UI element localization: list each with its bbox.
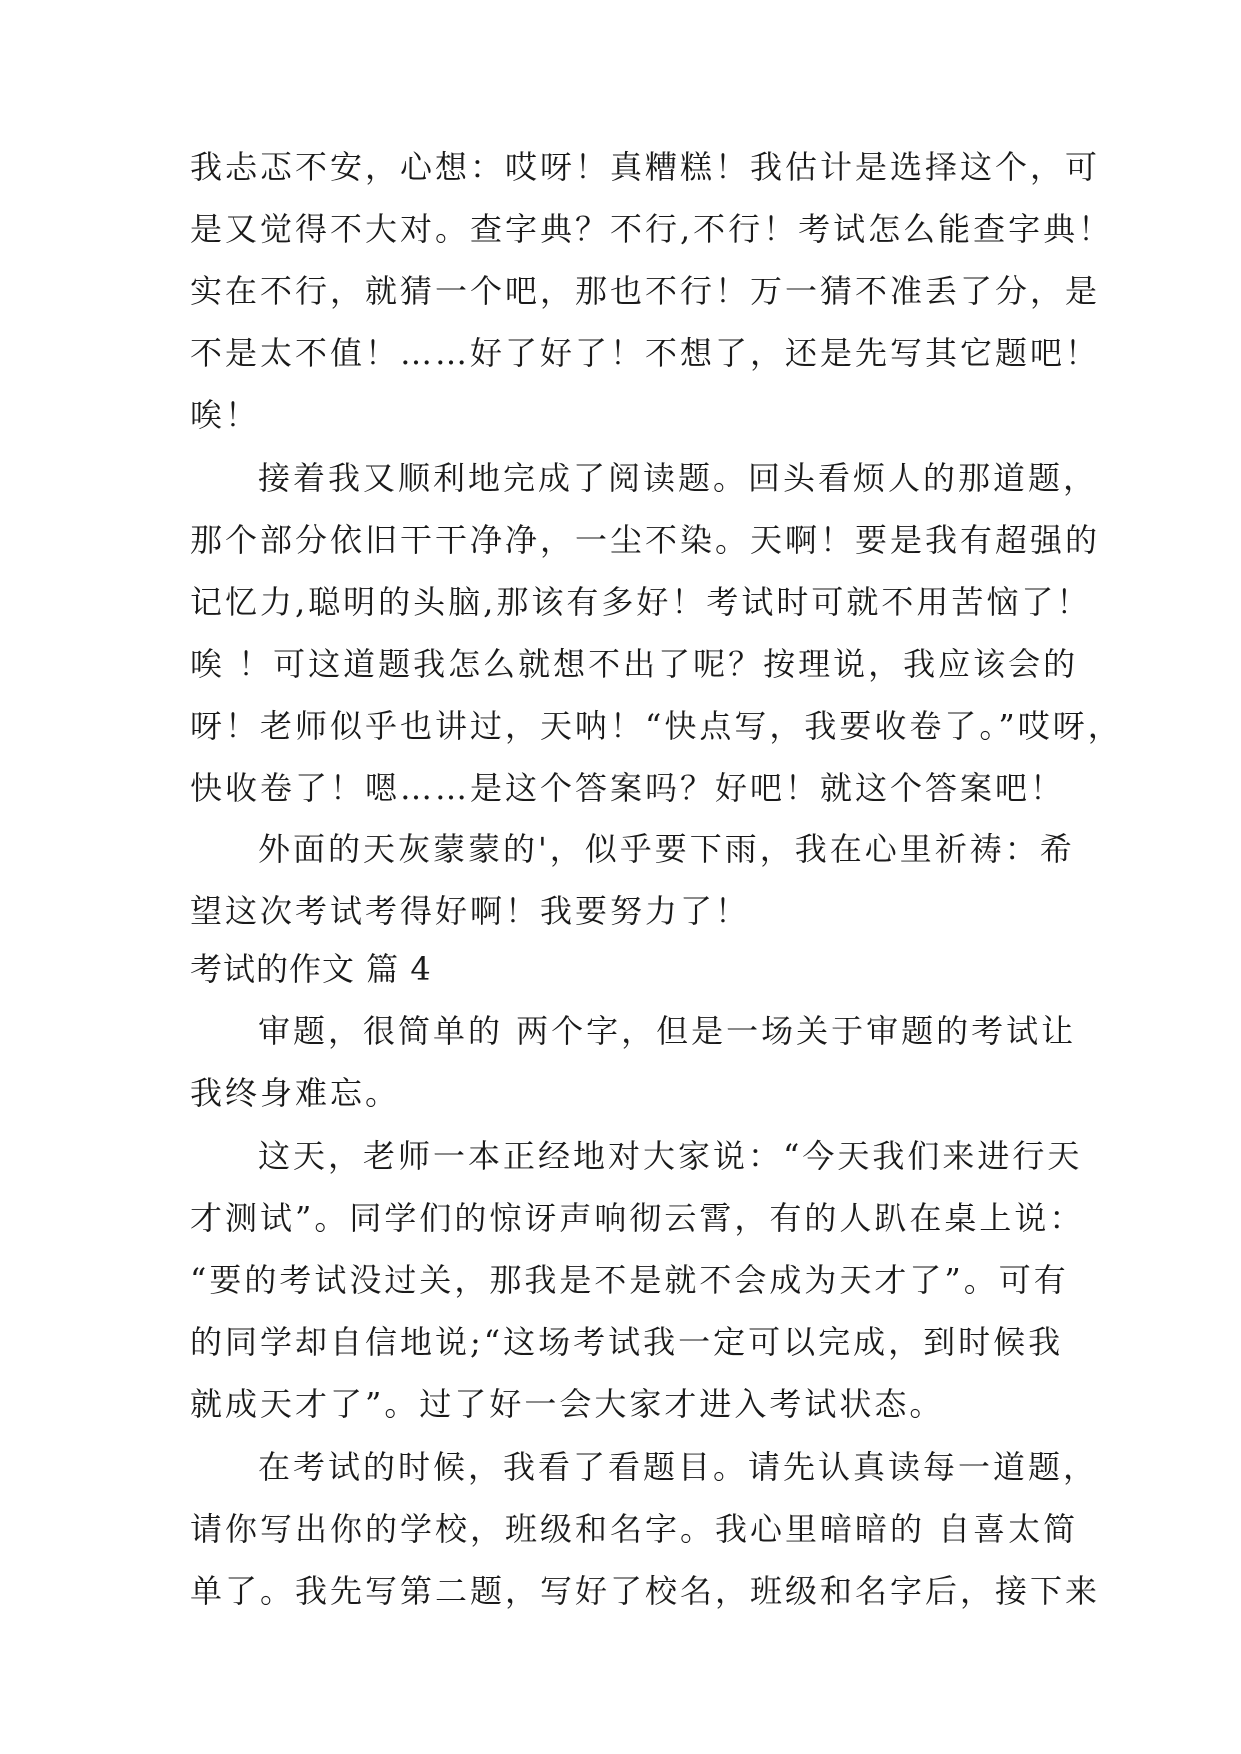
text-line: 单了。我先写第二题，写好了校名，班级和名字后，接下来 [190,1572,1101,1610]
text-line: 就成天才了”。过了好一会大家才进入考试状态。 [190,1385,945,1423]
text-line: 是又觉得不大对。查字典？不行,不行！考试怎么能查字典！ [190,210,1114,248]
text-line: 望这次考试考得好啊！我要努力了！ [190,892,751,930]
text-line: 我忐忑不安，心想：哎呀！真糟糕！我估计是选择这个，可 [190,148,1101,186]
text-line: 记忆力,聪明的头脑,那该有多好！考试时可就不用苦恼了！ [190,583,1092,621]
text-line: 的同学却自信地说;“这场考试我一定可以完成，到时候我 [190,1323,1064,1361]
text-line: “要的考试没过关，那我是不是就不会成为天才了”。可有 [190,1261,1069,1299]
text-line: 才测试”。同学们的惊讶声响彻云霄，有的人趴在桌上说： [190,1199,1085,1237]
paragraph-first-line: 在考试的时候，我看了看题目。请先认真读每一道题， [258,1448,1099,1486]
paragraph-first-line: 这天，老师一本正经地对大家说：“今天我们来进行天 [258,1137,1083,1175]
paragraph-first-line: 审题，很简单的 两个字，但是一场关于审题的考试让 [258,1012,1077,1050]
text-line: 那个部分依旧干干净净，一尘不染。天啊！要是我有超强的 [190,521,1101,559]
section-heading: 考试的作文 篇 4 [190,950,432,988]
text-line: 请你写出你的学校，班级和名字。我心里暗暗的 自喜太简 [190,1510,1079,1548]
text-line: 实在不行，就猜一个吧，那也不行！万一猜不准丢了分，是 [190,272,1101,310]
text-line: 呀！老师似乎也讲过，天呐！“快点写，我要收卷了。”哎呀， [190,707,1123,745]
paragraph-first-line: 接着我又顺利地完成了阅读题。回头看烦人的那道题， [258,459,1099,497]
paragraph-first-line: 外面的天灰蒙蒙的'，似乎要下雨，我在心里祈祷：希 [258,830,1075,868]
text-line: 唉 ！可这道题我怎么就想不出了呢？按理说，我应该会的 [190,645,1079,683]
text-line: 不是太不值！……好了好了！不想了，还是先写其它题吧！ [190,334,1101,372]
text-line: 唉！ [190,396,261,434]
text-line: 快收卷了！嗯……是这个答案吗？好吧！就这个答案吧！ [190,769,1066,807]
text-line: 我终身难忘。 [190,1074,401,1112]
